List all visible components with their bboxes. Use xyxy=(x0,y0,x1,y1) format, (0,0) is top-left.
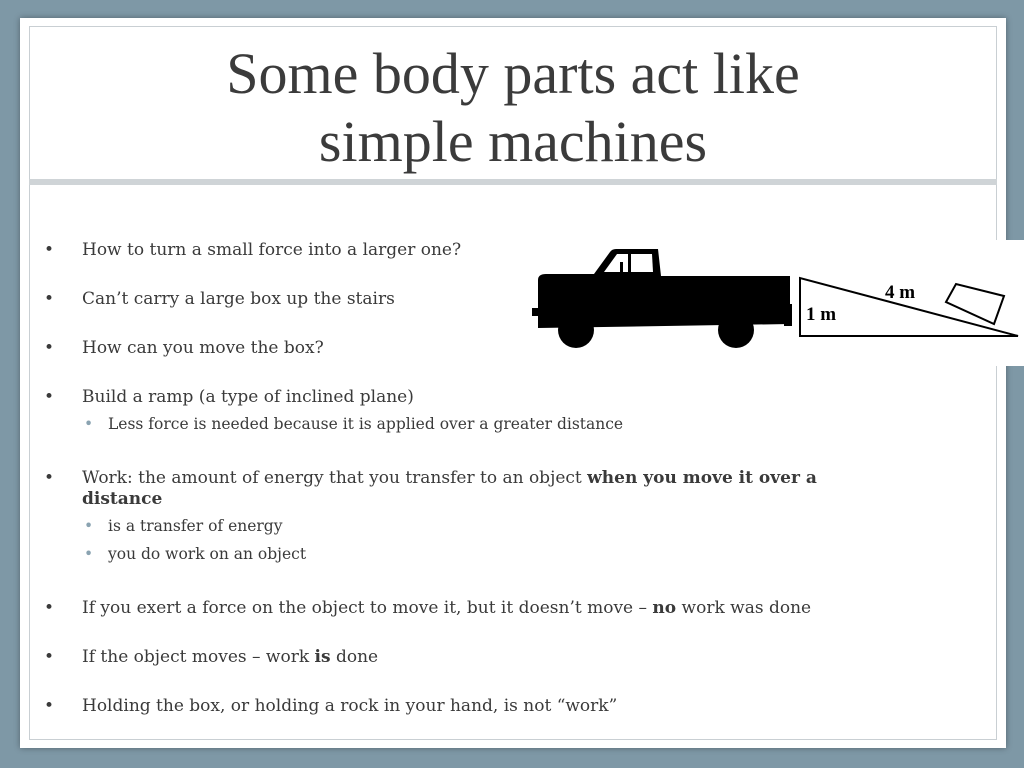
slide-title xyxy=(20,40,1006,176)
sub-bullet-dot: • xyxy=(84,517,94,535)
bullet-text: If the object moves – work xyxy=(82,647,315,667)
ramp-length-label: 4 m xyxy=(885,282,916,303)
bullet-text-after: done xyxy=(330,647,379,667)
bullet-text-bold: is xyxy=(314,647,331,667)
sub-bullet-item xyxy=(82,544,860,564)
sub-bullet-text: Less force is needed because it is applied over a greater distance xyxy=(108,415,624,433)
title-line-1: Some body parts act like xyxy=(226,41,800,106)
bullet-text-after: work was done xyxy=(676,598,812,618)
bullet-dot: • xyxy=(44,289,55,309)
bullet-dot: • xyxy=(44,696,55,716)
pickup-truck-silhouette xyxy=(532,249,792,348)
bullet-item xyxy=(40,598,860,619)
title-divider xyxy=(29,179,997,185)
bullet-text: How can you move the box? xyxy=(82,338,324,358)
bullet-dot: • xyxy=(44,468,55,488)
bullet-dot: • xyxy=(44,338,55,358)
bullet-text-bold: when you move it over a distance xyxy=(82,468,817,509)
bullet-item xyxy=(40,468,860,592)
bullet-text: Can’t carry a large box up the stairs xyxy=(82,289,395,309)
truck-ramp-picture xyxy=(528,240,1024,366)
bullet-item xyxy=(40,696,860,717)
bullet-text: Work: the amount of energy that you transfer to an object xyxy=(82,468,588,488)
bullet-dot: • xyxy=(44,647,55,667)
sub-bullet-text: you do work on an object xyxy=(108,545,307,563)
bullet-dot: • xyxy=(44,240,55,260)
bullet-text: How to turn a small force into a larger one? xyxy=(82,240,462,260)
sub-bullet-item xyxy=(82,516,860,536)
bullet-dot: • xyxy=(44,387,55,407)
bullet-dot: • xyxy=(44,598,55,618)
bullet-text: Build a ramp (a type of inclined plane) xyxy=(82,387,414,407)
bullet-item xyxy=(40,647,860,668)
bullet-item xyxy=(40,387,860,462)
bullet-text: If you exert a force on the object to move it, but it doesn’t move – xyxy=(82,598,653,618)
bullet-text-bold: no xyxy=(652,598,677,618)
slide xyxy=(20,18,1006,748)
sub-bullet-dot: • xyxy=(84,415,94,433)
sub-bullet-list xyxy=(82,516,860,564)
height-label: 1 m xyxy=(806,304,837,325)
truck-ramp-illustration xyxy=(528,240,1024,366)
title-line-2: simple machines xyxy=(318,109,708,174)
sub-bullet-list xyxy=(82,414,860,434)
sub-bullet-item xyxy=(82,414,860,434)
sub-bullet-dot: • xyxy=(84,545,94,563)
bullet-text: Holding the box, or holding a rock in your hand, is not “work” xyxy=(82,696,618,716)
sub-bullet-text: is a transfer of energy xyxy=(108,517,283,535)
